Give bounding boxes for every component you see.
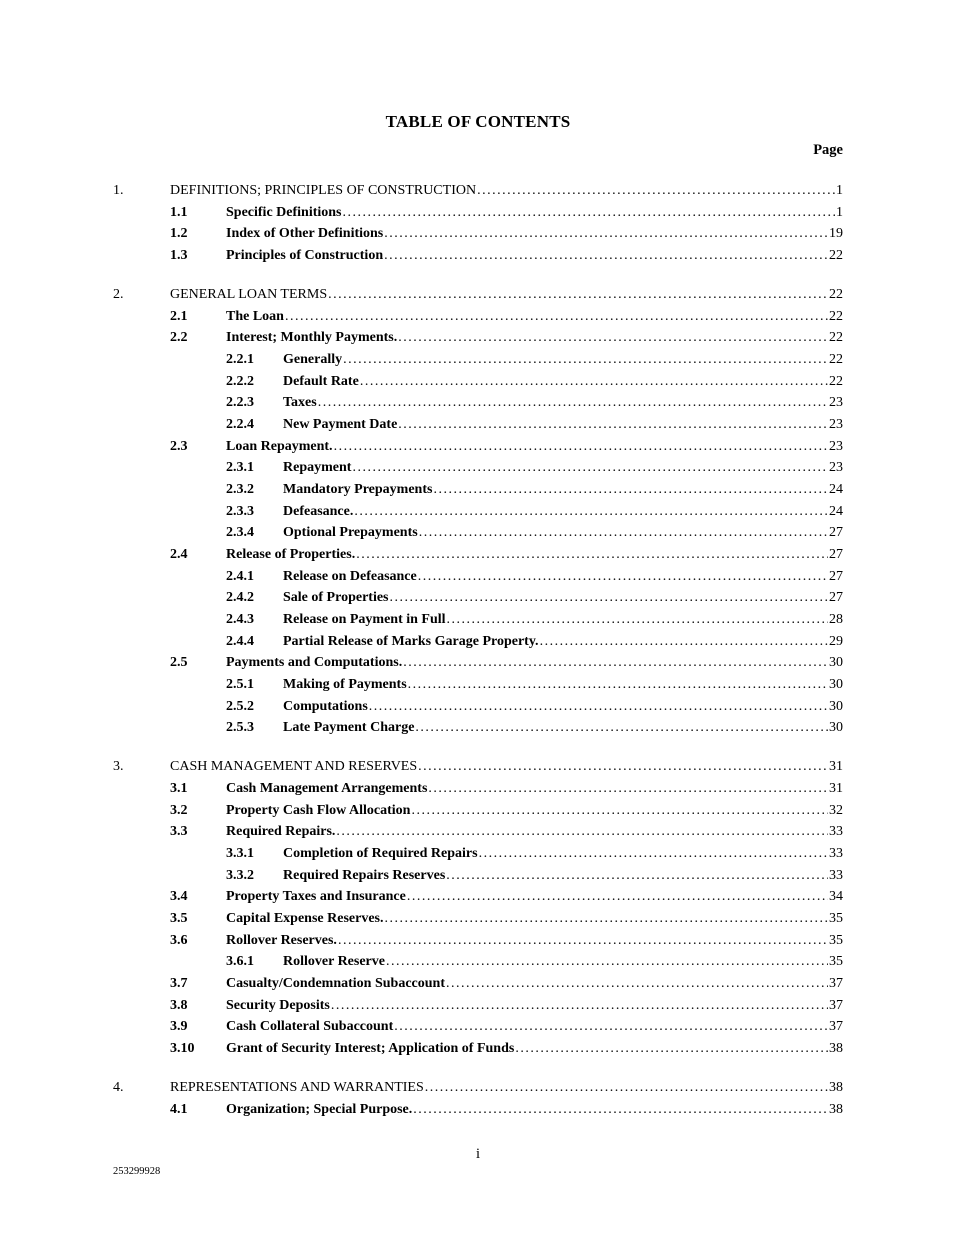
toc-entry-label: Index of Other Definitions: [226, 226, 384, 242]
dot-leader: [390, 587, 829, 609]
toc-entry-page: 24: [829, 503, 843, 519]
toc-entry: [113, 609, 843, 631]
footer-page-number: i: [475, 1146, 481, 1162]
dot-leader: [433, 479, 828, 501]
dot-leader: [352, 457, 828, 479]
toc-entry: [113, 284, 843, 306]
dot-leader: [343, 349, 828, 371]
dot-leader: [446, 865, 828, 887]
toc-entry-page: 31: [829, 781, 843, 797]
toc-entry-number: 3.4: [170, 889, 188, 905]
toc-entry-page: 35: [829, 954, 843, 970]
toc-entry: [113, 930, 843, 952]
toc-entry: [113, 180, 843, 202]
toc-entry-label: Property Cash Flow Allocation: [226, 802, 411, 818]
toc-entry: [113, 349, 843, 371]
toc-entry-page: 35: [829, 911, 843, 926]
toc-entry: [113, 821, 843, 843]
dot-leader: [384, 245, 828, 267]
toc-entry-label: Rollover Reserves.: [226, 932, 337, 948]
toc-entry-page: 35: [829, 932, 843, 948]
dot-leader: [338, 930, 828, 952]
toc-entry-label: Generally: [283, 352, 343, 368]
toc-entry-label: Completion of Required Repairs: [283, 846, 478, 862]
dot-leader: [384, 223, 828, 245]
toc-entry-page: 23: [829, 417, 843, 433]
toc-entry-label: Computations: [283, 698, 368, 714]
toc-entry-label: Rollover Reserve: [283, 954, 385, 970]
toc-entry-number: 2.4.3: [226, 611, 254, 627]
toc-entry-number: 2.3.2: [226, 482, 254, 498]
toc-entry-label: Property Taxes and Insurance: [226, 889, 406, 905]
toc-entry-label: Cash Management Arrangements: [226, 781, 428, 797]
toc-entry-page: 22: [829, 247, 843, 263]
toc-entry: [113, 631, 843, 653]
toc-entry-page: 23: [829, 395, 843, 411]
dot-leader: [425, 1077, 828, 1099]
document-page: [113, 0, 843, 1237]
toc-entry-number: 1.: [113, 183, 124, 198]
dot-leader: [411, 800, 828, 822]
toc-entry-number: 4.1: [170, 1101, 188, 1117]
toc-entry-label: Required Repairs.: [226, 824, 336, 840]
toc-entry-page: 30: [829, 698, 843, 714]
toc-entry-number: 3.3.2: [226, 867, 254, 883]
toc-entry-label: Release on Defeasance: [283, 568, 417, 584]
toc-entry-page: 30: [829, 720, 843, 736]
toc-entry-label: Mandatory Prepayments: [283, 482, 433, 498]
toc-entry: [113, 457, 843, 479]
toc-entry: [113, 436, 843, 458]
toc-entry-label: Interest; Monthly Payments.: [226, 330, 398, 346]
toc-entry-page: 27: [829, 568, 843, 584]
toc-entry-number: 3.5: [170, 911, 188, 926]
toc-entry-page: 27: [829, 547, 843, 562]
toc-entry: [113, 223, 843, 245]
toc-entry-label: Loan Repayment.: [226, 438, 333, 454]
dot-leader: [356, 544, 828, 566]
toc-entry-number: 2.2: [170, 330, 188, 346]
toc-entry-label: Casualty/Condemnation Subaccount: [226, 975, 445, 991]
toc-entry-label: The Loan: [226, 308, 284, 324]
toc-entry-page: 37: [829, 997, 843, 1013]
toc-entry-number: 1.3: [170, 247, 188, 263]
dot-leader: [331, 995, 828, 1017]
dot-leader: [415, 717, 828, 739]
dot-leader: [386, 951, 828, 973]
toc-entry: [113, 1016, 843, 1038]
dot-leader: [447, 609, 828, 631]
toc-entry-number: 4.: [113, 1080, 124, 1096]
dot-leader: [403, 652, 828, 674]
dot-leader: [398, 414, 828, 436]
dot-leader: [413, 1099, 828, 1121]
toc-entry: [113, 973, 843, 995]
toc-entry-number: 2.1: [170, 308, 188, 324]
toc-entry: [113, 800, 843, 822]
toc-entry: [113, 1077, 843, 1099]
toc-entry-page: 29: [829, 633, 843, 649]
toc-entry-page: 23: [829, 438, 843, 454]
toc-entry-label: Default Rate: [283, 373, 359, 389]
toc-entry: [113, 522, 843, 544]
toc-list: [113, 180, 843, 1120]
dot-leader: [318, 392, 828, 414]
toc-entry-label: Security Deposits: [226, 997, 330, 1013]
toc-entry: [113, 995, 843, 1017]
toc-entry-page: 38: [829, 1101, 843, 1117]
dot-leader: [540, 631, 828, 653]
dot-leader: [334, 436, 828, 458]
toc-entry: [113, 865, 843, 887]
toc-entry-number: 2.2.4: [226, 417, 254, 433]
toc-entry-label: DEFINITIONS; PRINCIPLES OF CONSTRUCTION: [170, 183, 477, 198]
dot-leader: [418, 566, 828, 588]
toc-entry-page: 22: [829, 373, 843, 389]
toc-entry: [113, 587, 843, 609]
toc-entry-page: 37: [829, 975, 843, 991]
toc-entry-label: Taxes: [283, 395, 317, 411]
toc-entry-page: 33: [829, 846, 843, 862]
dot-leader: [398, 327, 828, 349]
toc-entry-page: 30: [829, 676, 843, 692]
toc-entry-page: 22: [829, 330, 843, 346]
toc-entry-number: 3.6: [170, 932, 188, 948]
toc-entry-number: 3.3: [170, 824, 188, 840]
toc-entry: [113, 327, 843, 349]
toc-entry-label: GENERAL LOAN TERMS: [170, 287, 328, 303]
toc-entry-page: 32: [829, 802, 843, 818]
toc-entry: [113, 392, 843, 414]
toc-entry-label: Repayment: [283, 460, 352, 476]
toc-entry-number: 2.4.2: [226, 590, 254, 606]
toc-entry-number: 2.4.4: [226, 633, 254, 649]
toc-entry: [113, 951, 843, 973]
dot-leader: [408, 674, 828, 696]
toc-entry-page: 1: [836, 204, 843, 220]
toc-entry-label: Principles of Construction: [226, 247, 384, 263]
toc-entry-page: 22: [829, 308, 843, 324]
toc-entry-number: 2.5: [170, 655, 188, 671]
toc-entry-number: 2.: [113, 287, 124, 303]
toc-entry-page: 33: [829, 867, 843, 883]
toc-entry-page: 22: [829, 352, 843, 368]
toc-entry-number: 2.3.4: [226, 525, 254, 541]
toc-entry-label: Making of Payments: [283, 676, 407, 692]
toc-entry-page: 28: [829, 611, 843, 627]
toc-entry-label: Late Payment Charge: [283, 720, 415, 736]
dot-leader: [336, 821, 828, 843]
dot-leader: [515, 1038, 828, 1060]
toc-entry: [113, 306, 843, 328]
toc-entry: [113, 245, 843, 267]
toc-entry: [113, 202, 843, 224]
toc-entry: [113, 756, 843, 778]
toc-entry-number: 2.4: [170, 547, 188, 562]
dot-leader: [419, 522, 828, 544]
toc-entry: [113, 674, 843, 696]
dot-leader: [479, 843, 828, 865]
toc-entry-number: 3.2: [170, 802, 188, 818]
toc-entry-label: Release of Properties.: [226, 547, 356, 562]
dot-leader: [369, 696, 828, 718]
page-title: TABLE OF CONTENTS: [385, 112, 571, 131]
toc-entry: [113, 843, 843, 865]
toc-entry-number: 2.3: [170, 438, 188, 454]
toc-entry: [113, 414, 843, 436]
toc-entry-page: 1: [836, 183, 843, 198]
toc-entry-page: 22: [829, 287, 843, 303]
toc-entry-number: 2.2.2: [226, 373, 254, 389]
toc-entry-number: 3.3.1: [226, 846, 254, 862]
toc-entry-page: 27: [829, 525, 843, 541]
toc-entry-label: Specific Definitions: [226, 204, 342, 220]
toc-entry-number: 2.3.1: [226, 460, 254, 476]
dot-leader: [343, 202, 836, 224]
page-column-header: Page: [813, 142, 843, 158]
toc-entry-label: Defeasance.: [283, 503, 354, 519]
dot-leader: [360, 371, 828, 393]
footer-document-number: 253299928: [113, 1166, 161, 1177]
toc-entry-number: 3.1: [170, 781, 188, 797]
toc-entry-number: 2.5.2: [226, 698, 254, 714]
toc-entry-label: REPRESENTATIONS AND WARRANTIES: [170, 1080, 424, 1096]
toc-entry-page: 33: [829, 824, 843, 840]
toc-entry-page: 37: [829, 1019, 843, 1035]
dot-leader: [407, 886, 828, 908]
toc-entry-label: Required Repairs Reserves: [283, 867, 446, 883]
toc-entry: [113, 501, 843, 523]
toc-entry: [113, 1099, 843, 1121]
dot-leader: [354, 501, 828, 523]
toc-entry: [113, 717, 843, 739]
toc-entry-number: 2.4.1: [226, 568, 254, 584]
toc-entry-number: 2.5.3: [226, 720, 254, 736]
toc-entry-number: 2.2.1: [226, 352, 254, 368]
toc-entry-label: New Payment Date: [283, 417, 398, 433]
toc-entry-label: Payments and Computations.: [226, 655, 403, 671]
toc-entry: [113, 479, 843, 501]
dot-leader: [428, 778, 828, 800]
toc-entry-label: Cash Collateral Subaccount: [226, 1019, 394, 1035]
toc-entry-number: 3.7: [170, 975, 188, 991]
dot-leader: [328, 284, 828, 306]
dot-leader: [285, 306, 828, 328]
dot-leader: [394, 1016, 828, 1038]
toc-entry-page: 30: [829, 655, 843, 671]
toc-entry-label: Grant of Security Interest; Application of Funds: [226, 1040, 515, 1056]
toc-entry-label: Capital Expense Reserves.: [226, 911, 384, 926]
toc-entry-page: 38: [829, 1040, 843, 1056]
toc-entry-page: 34: [829, 889, 843, 905]
dot-leader: [385, 908, 829, 930]
toc-entry-page: 24: [829, 482, 843, 498]
toc-entry-label: Organization; Special Purpose.: [226, 1101, 413, 1117]
toc-entry: [113, 652, 843, 674]
toc-entry-label: CASH MANAGEMENT AND RESERVES: [170, 759, 418, 775]
toc-entry-number: 2.5.1: [226, 676, 254, 692]
toc-entry: [113, 886, 843, 908]
toc-entry-number: 3.8: [170, 997, 188, 1013]
dot-leader: [418, 756, 828, 778]
toc-entry-page: 19: [829, 226, 843, 242]
toc-entry: [113, 778, 843, 800]
toc-entry: [113, 566, 843, 588]
toc-entry-page: 31: [829, 759, 843, 775]
dot-leader: [477, 180, 835, 202]
toc-entry: [113, 371, 843, 393]
toc-entry-number: 3.10: [170, 1040, 195, 1056]
toc-entry-page: 38: [829, 1080, 843, 1096]
toc-entry: [113, 696, 843, 718]
toc-entry-number: 1.2: [170, 226, 188, 242]
toc-entry-number: 2.3.3: [226, 503, 254, 519]
toc-entry-number: 3.9: [170, 1019, 188, 1035]
toc-entry: [113, 544, 843, 566]
toc-entry-page: 23: [829, 460, 843, 476]
toc-entry: [113, 908, 843, 930]
toc-entry-page: 27: [829, 590, 843, 606]
toc-entry-label: Sale of Properties: [283, 590, 389, 606]
toc-entry-number: 3.: [113, 759, 124, 775]
toc-entry-number: 1.1: [170, 204, 188, 220]
toc-entry: [113, 1038, 843, 1060]
toc-entry-label: Partial Release of Marks Garage Property.: [283, 633, 539, 649]
toc-entry-number: 3.6.1: [226, 954, 254, 970]
toc-entry-number: 2.2.3: [226, 395, 254, 411]
toc-entry-label: Release on Payment in Full: [283, 611, 446, 627]
dot-leader: [446, 973, 828, 995]
toc-entry-label: Optional Prepayments: [283, 525, 418, 541]
